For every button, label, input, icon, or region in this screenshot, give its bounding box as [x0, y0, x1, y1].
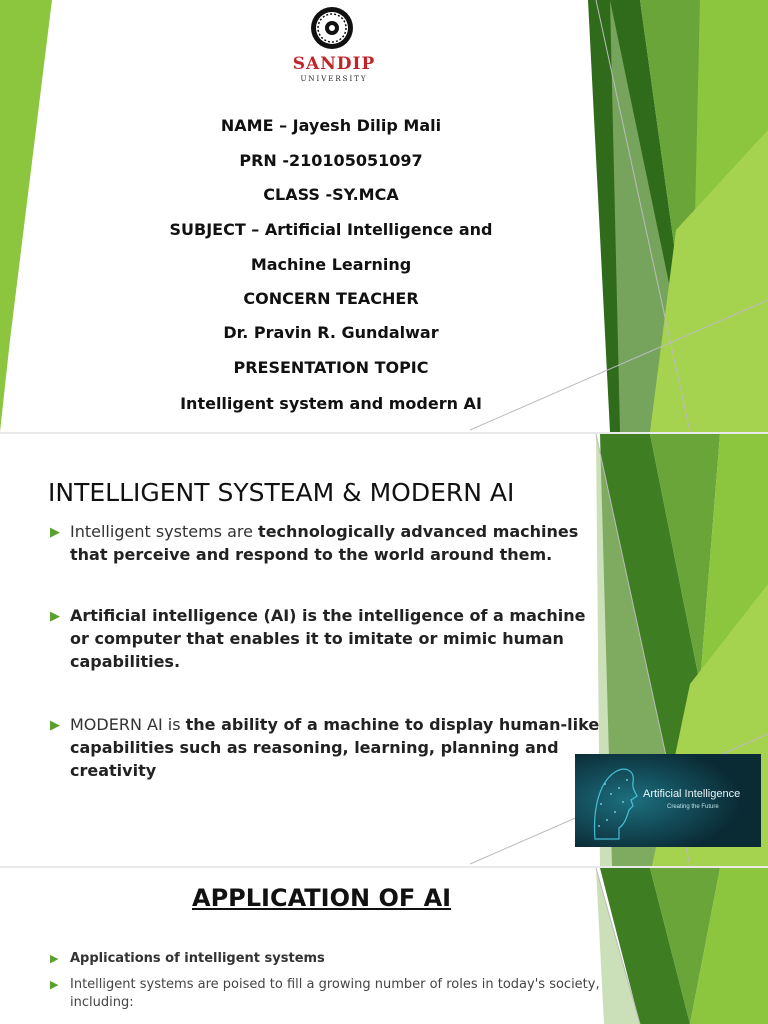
bullet-artificial-intelligence	[50, 604, 600, 673]
bullet-arrow-icon: ▶	[50, 525, 60, 540]
teacher-name: Dr. Pravin R. Gundalwar	[223, 323, 439, 342]
university-logo	[288, 0, 380, 88]
ai-illustration	[575, 754, 761, 847]
bullet-arrow-icon: ▶	[50, 978, 59, 991]
bullet-text: Intelligent systems are poised to fill a growing number of roles in today's society, including:	[70, 977, 600, 1010]
bullet-applications	[50, 950, 610, 968]
bullet-arrow-icon: ▶	[50, 718, 60, 733]
topic-heading: PRESENTATION TOPIC	[233, 358, 429, 377]
subject-line-2: Machine Learning	[250, 255, 412, 274]
bullet-intelligent-systems	[50, 520, 600, 566]
student-prn: PRN -210105051097	[239, 151, 423, 170]
university-seal-icon	[310, 6, 354, 50]
ai-image-subtitle: Creating the Future	[667, 804, 719, 810]
ai-head-icon	[575, 754, 761, 847]
bullet-strong: Artificial intelligence (AI) is the intelligence of a machine or computer that enables it to imitate or mimic human capabilities.	[70, 606, 586, 671]
bullet-lead: MODERN AI is	[70, 715, 186, 734]
bullet-roles	[50, 976, 610, 1012]
bullet-strong: the ability of a machine to display human-like capabilities such as reasoning, learning, planning and creativity	[70, 715, 600, 780]
bullet-strong: technologically advanced machines that perceive and respond to the world around them.	[70, 522, 579, 564]
bullet-text: Applications of intelligent systems	[70, 951, 325, 966]
ai-image-title: Artificial Intelligence	[643, 788, 741, 800]
bullet-modern-ai	[50, 713, 600, 782]
bullet-arrow-icon: ▶	[50, 609, 60, 624]
subject-line-1: SUBJECT – Artificial Intelligence and	[169, 220, 493, 239]
logo-brand: SANDIP	[292, 54, 376, 74]
slide-intelligent-systems	[0, 434, 768, 866]
topic-name: Intelligent system and modern AI	[180, 394, 482, 413]
student-class: CLASS -SY.MCA	[263, 185, 399, 204]
bullet-lead: Intelligent systems are	[70, 522, 259, 541]
slide-title: INTELLIGENT SYSTEAM & MODERN AI	[48, 478, 515, 507]
student-name: NAME – Jayesh Dilip Mali	[220, 116, 442, 135]
logo-subtitle: UNIVERSITY	[300, 75, 368, 83]
teacher-heading: CONCERN TEACHER	[243, 289, 419, 308]
slide-title: APPLICATION OF AI	[192, 884, 452, 912]
slide-title	[0, 0, 768, 432]
slide-application-of-ai	[0, 868, 768, 1024]
bullet-arrow-icon: ▶	[50, 952, 59, 965]
